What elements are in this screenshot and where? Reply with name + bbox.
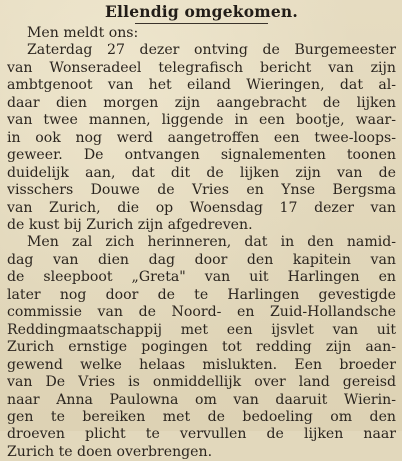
headline-rule xyxy=(135,23,268,24)
paragraph-rescue xyxy=(7,234,396,461)
text-line: commissie van de Noord- en Zuid-Hollandsche xyxy=(7,304,396,321)
text-line: droeven plicht te vervullen de lijken naar xyxy=(7,426,396,443)
text-line: gen te bereiken met de bedoeling om den xyxy=(7,408,396,425)
paragraph-report xyxy=(7,42,396,234)
article-headline: Ellendig omgekomen. xyxy=(105,2,298,21)
text-line: van twee mannen, liggende in een bootje, waar- xyxy=(7,112,396,129)
text-line: duidelijk aan, dat dit de lijken zijn van de xyxy=(7,164,396,181)
text-line: Zaterdag 27 dezer ontving de Burgemeester xyxy=(27,42,396,59)
text-line: Zurich te doen overbrengen. xyxy=(7,443,213,460)
paragraph-intro xyxy=(7,25,396,42)
text-line: later nog door de te Harlingen gevestigde xyxy=(7,286,396,303)
text-line: Men meldt ons: xyxy=(27,25,139,41)
text-line: naar Anna Paulowna om van daaruit Wierin- xyxy=(7,391,396,408)
text-line: de kust bij Zurich zijn afgedreven. xyxy=(7,216,253,233)
text-line: Men zal zich herinneren, dat in den namid- xyxy=(27,234,396,251)
text-line: in ook nog werd aangetroffen een twee-loops- xyxy=(7,129,396,146)
text-line: van De Vries is onmiddellijk over land gereisd xyxy=(7,374,396,391)
text-line: dag van dien dag door den kapitein van xyxy=(7,251,396,268)
text-line: Zurich ernstige pogingen tot redding zijn aan- xyxy=(7,339,396,356)
text-line: geweer. De ontvangen signalementen toonen xyxy=(7,147,396,164)
text-line: gewend welke helaas mislukten. Een broeder xyxy=(7,356,396,373)
text-line: Reddingmaatschappij met een ijsvlet van uit xyxy=(7,321,396,338)
article-body xyxy=(7,25,396,461)
text-line: visschers Douwe de Vries en Ynse Bergsma xyxy=(7,182,396,199)
text-line: ambtgenoot van het eiland Wieringen, dat al- xyxy=(7,77,396,94)
text-line: van Wonseradeel telegrafisch bericht van zijn xyxy=(7,59,396,76)
text-line: van Zurich, die op Woensdag 17 dezer van xyxy=(7,199,396,216)
text-line: daar dien morgen zijn aangebracht de lijken xyxy=(7,94,396,111)
text-line: de sleepboot „Greta" van uit Harlingen en xyxy=(7,269,396,286)
